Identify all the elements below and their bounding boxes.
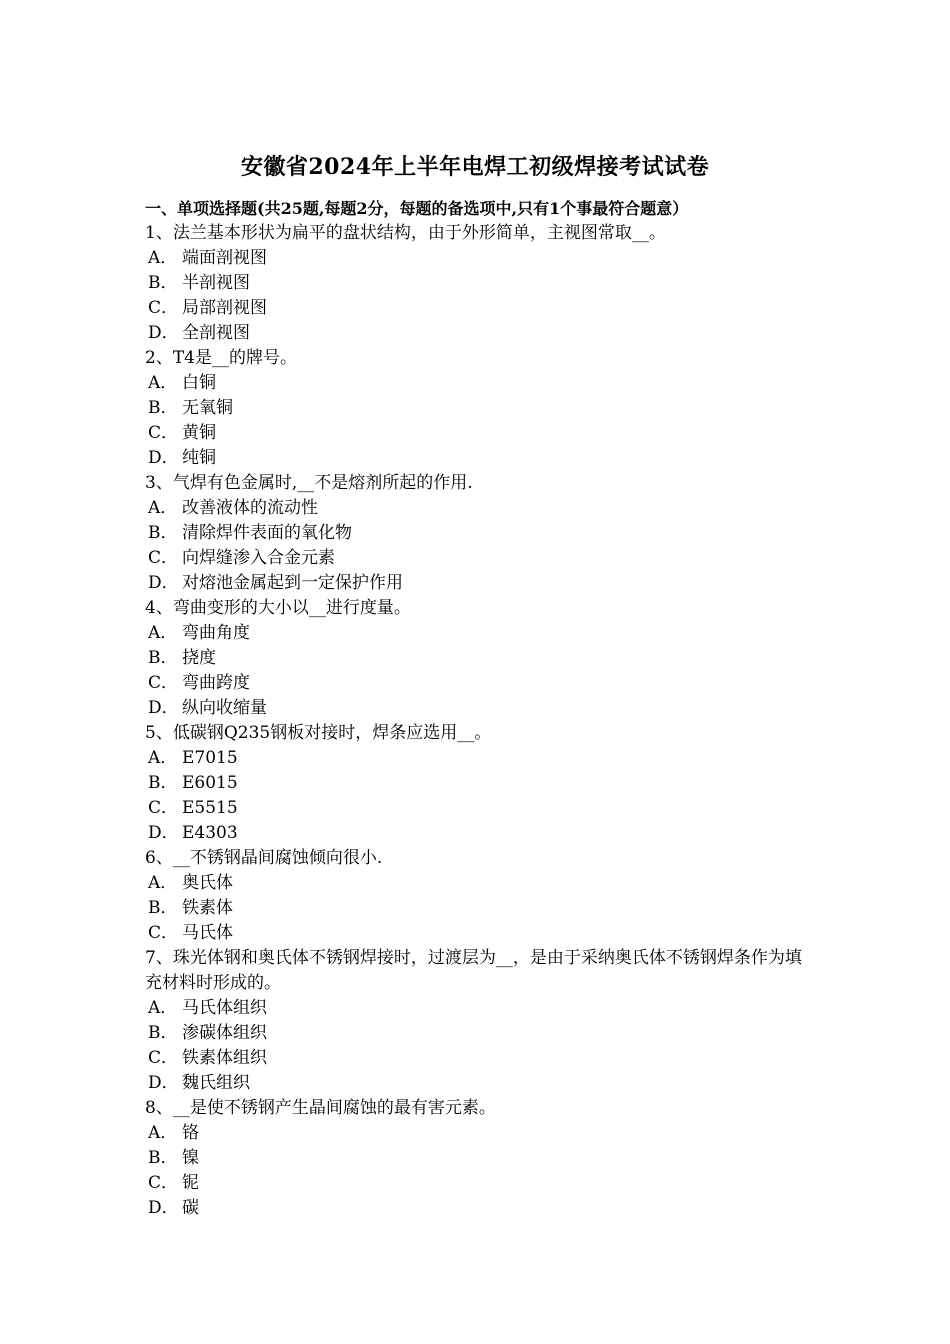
option-text: 白铜	[182, 373, 216, 393]
answer-option	[145, 821, 825, 846]
answer-option	[145, 1196, 825, 1221]
question-block	[145, 1096, 825, 1221]
answer-option	[145, 646, 825, 671]
answer-option	[145, 796, 825, 821]
answer-option	[145, 1021, 825, 1046]
question-block	[145, 721, 825, 846]
option-letter: A．	[148, 498, 178, 518]
option-text: 全剖视图	[182, 323, 250, 343]
option-letter: A．	[148, 248, 178, 268]
option-text: 马氏体组织	[182, 998, 267, 1018]
answer-option	[145, 871, 825, 896]
option-letter: A．	[148, 998, 178, 1018]
option-letter: C．	[148, 1173, 179, 1193]
exam-content	[145, 196, 825, 1221]
answer-option	[145, 696, 825, 721]
question-block	[145, 471, 825, 596]
answer-option	[145, 771, 825, 796]
option-text: 黄铜	[182, 423, 216, 443]
option-letter: D．	[148, 448, 179, 468]
question-text: 6、__不锈钢晶间腐蚀倾向很小.	[145, 848, 383, 868]
option-text: 渗碳体组织	[182, 1023, 267, 1043]
answer-option	[145, 296, 825, 321]
option-letter: C．	[148, 673, 179, 693]
answer-option	[145, 1046, 825, 1071]
option-text: 奥氏体	[182, 873, 233, 893]
option-letter: A．	[148, 1123, 178, 1143]
option-text: 铬	[182, 1123, 199, 1143]
option-text: E4303	[182, 823, 238, 843]
question-text: 3、气焊有色金属时,__不是熔剂所起的作用.	[145, 473, 473, 493]
answer-option	[145, 271, 825, 296]
option-text: E5515	[182, 798, 238, 818]
option-letter: D．	[148, 1073, 179, 1093]
question-block	[145, 221, 825, 346]
answer-option	[145, 521, 825, 546]
option-text: 魏氏组织	[182, 1073, 250, 1093]
option-letter: D．	[148, 698, 179, 718]
option-letter: C．	[148, 298, 179, 318]
option-text: E6015	[182, 773, 238, 793]
option-text: 镍	[182, 1148, 199, 1168]
option-letter: C．	[148, 423, 179, 443]
answer-option	[145, 371, 825, 396]
option-letter: B．	[148, 773, 178, 793]
option-letter: B．	[148, 898, 178, 918]
option-letter: A．	[148, 373, 178, 393]
answer-option	[145, 446, 825, 471]
question-block	[145, 346, 825, 471]
answer-option	[145, 921, 825, 946]
option-letter: B．	[148, 648, 178, 668]
question-text: 4、弯曲变形的大小以__进行度量。	[145, 598, 411, 618]
option-letter: C．	[148, 1048, 179, 1068]
option-text: 对熔池金属起到一定保护作用	[182, 573, 403, 593]
option-letter: A．	[148, 623, 178, 643]
option-letter: B．	[148, 1023, 178, 1043]
option-text: 纵向收缩量	[182, 698, 267, 718]
option-text: 局部剖视图	[182, 298, 267, 318]
option-text: 铌	[182, 1173, 199, 1193]
answer-option	[145, 321, 825, 346]
option-letter: C．	[148, 548, 179, 568]
answer-option	[145, 496, 825, 521]
answer-option	[145, 571, 825, 596]
answer-option	[145, 396, 825, 421]
option-text: 铁素体组织	[182, 1048, 267, 1068]
question-text: 1、法兰基本形状为扁平的盘状结构，由于外形简单，主视图常取__。	[145, 223, 666, 243]
answer-option	[145, 1146, 825, 1171]
option-text: 改善液体的流动性	[182, 498, 318, 518]
question-text: 2、T4是__的牌号。	[145, 348, 297, 368]
option-text: 无氧铜	[182, 398, 233, 418]
option-text: E7015	[182, 748, 238, 768]
option-text: 碳	[182, 1198, 199, 1218]
option-text: 纯铜	[182, 448, 216, 468]
question-block	[145, 846, 825, 946]
option-letter: C．	[148, 798, 179, 818]
option-letter: B．	[148, 398, 178, 418]
option-letter: B．	[148, 273, 178, 293]
option-text: 铁素体	[182, 898, 233, 918]
section-heading: 一、单项选择题(共25题,每题2分，每题的备选项中,只有1个事最符合题意）	[145, 199, 689, 218]
answer-option	[145, 546, 825, 571]
option-text: 挠度	[182, 648, 216, 668]
option-letter: D．	[148, 1198, 179, 1218]
answer-option	[145, 1171, 825, 1196]
option-letter: A．	[148, 748, 178, 768]
page-title: 安徽省2024年上半年电焊工初级焊接考试试卷	[240, 154, 710, 180]
option-text: 弯曲跨度	[182, 673, 250, 693]
answer-option	[145, 896, 825, 921]
answer-option	[145, 671, 825, 696]
question-block	[145, 596, 825, 721]
option-text: 清除焊件表面的氧化物	[182, 523, 352, 543]
answer-option	[145, 621, 825, 646]
option-letter: D．	[148, 823, 179, 843]
option-letter: D．	[148, 323, 179, 343]
option-text: 弯曲角度	[182, 623, 250, 643]
option-text: 马氏体	[182, 923, 233, 943]
option-letter: A．	[148, 873, 178, 893]
option-letter: B．	[148, 1148, 178, 1168]
question-block	[145, 946, 825, 1096]
answer-option	[145, 421, 825, 446]
option-text: 半剖视图	[182, 273, 250, 293]
option-letter: B．	[148, 523, 178, 543]
answer-option	[145, 746, 825, 771]
answer-option	[145, 1071, 825, 1096]
option-text: 端面剖视图	[182, 248, 267, 268]
question-text: 7、珠光体钢和奥氏体不锈钢焊接时，过渡层为__，是由于采纳奥氏体不锈钢焊条作为填充材料时形成的。	[145, 948, 802, 993]
option-letter: C．	[148, 923, 179, 943]
answer-option	[145, 246, 825, 271]
question-text: 8、__是使不锈钢产生晶间腐蚀的最有害元素。	[145, 1098, 496, 1118]
question-text: 5、低碳钢Q235钢板对接时，焊条应选用__。	[145, 723, 492, 743]
answer-option	[145, 1121, 825, 1146]
option-letter: D．	[148, 573, 179, 593]
option-text: 向焊缝渗入合金元素	[182, 548, 335, 568]
answer-option	[145, 996, 825, 1021]
